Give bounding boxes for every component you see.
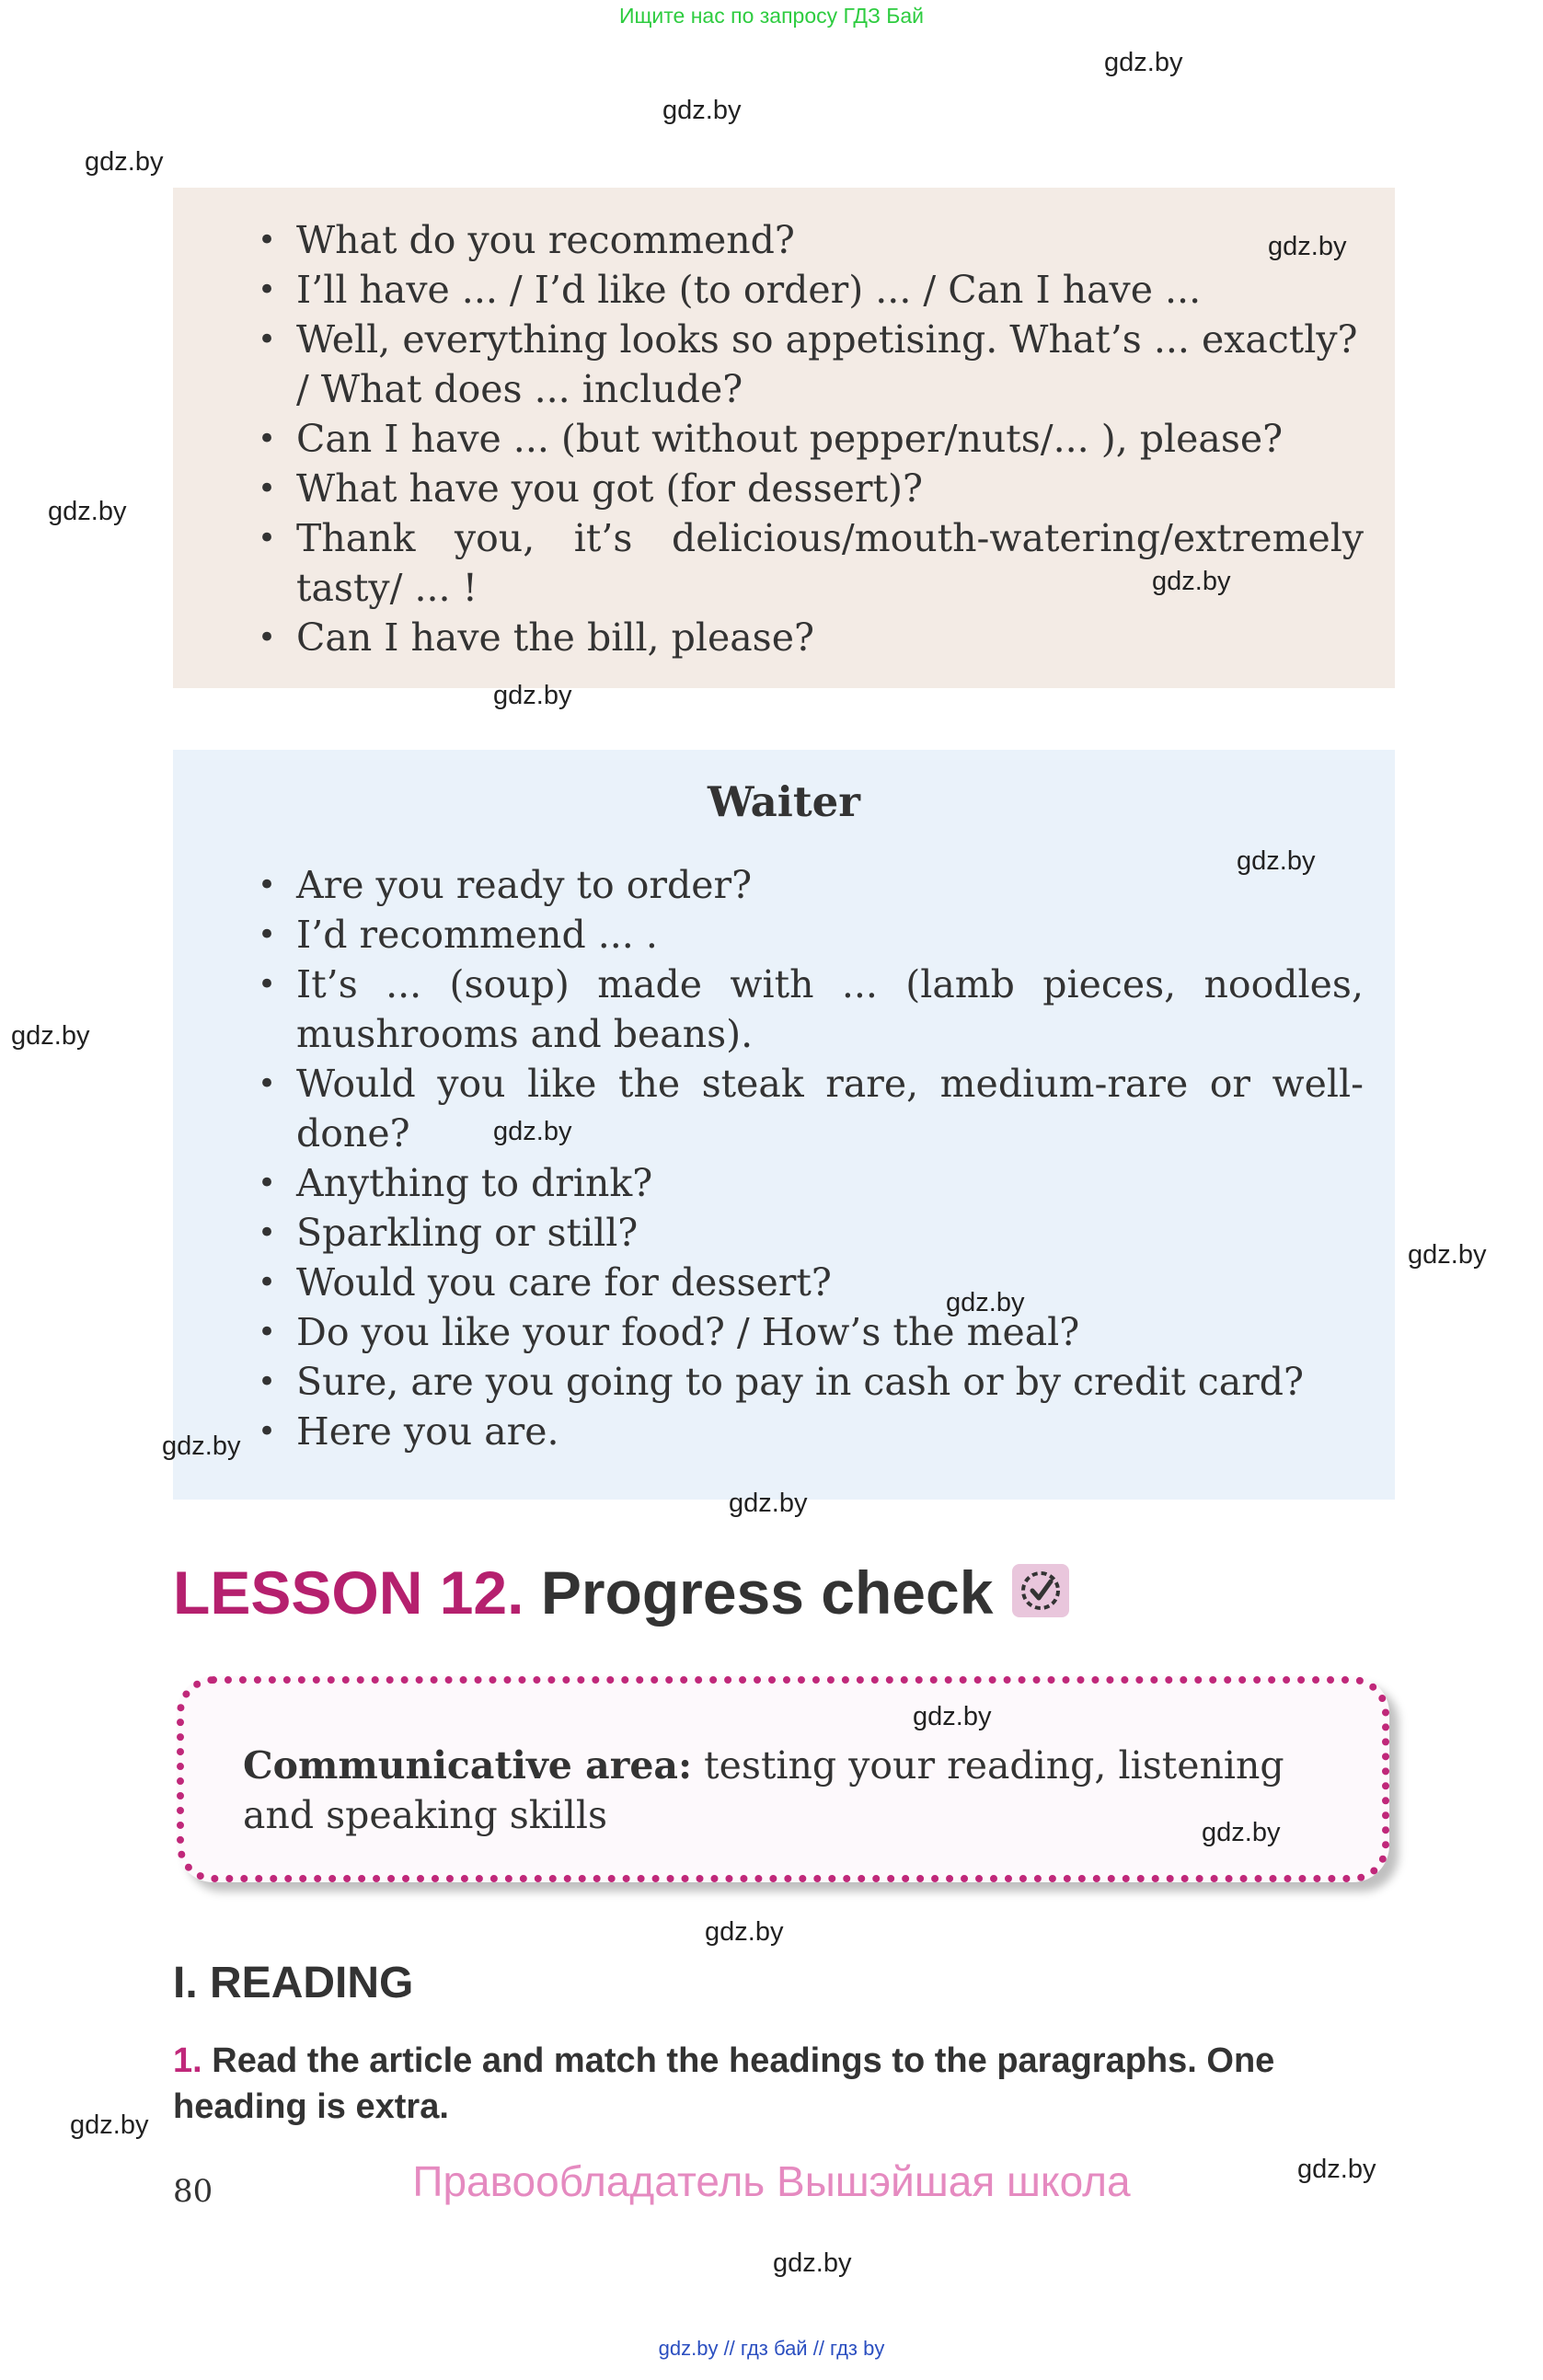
waiter-phrase: • Would you like the steak rare, medium-rare or well-done? bbox=[258, 1059, 1364, 1158]
watermark: gdz.by bbox=[493, 681, 572, 710]
watermark: gdz.by bbox=[705, 1917, 784, 1947]
copyright-notice: Правообладатель Вышэйшая школа bbox=[412, 2157, 1131, 2205]
task-instruction bbox=[173, 2038, 1395, 2130]
guest-phrase: • What have you got (for dessert)? bbox=[258, 464, 1364, 513]
guest-phrase: • Can I have ... (but without pepper/nuts/... ), please? bbox=[258, 414, 1364, 464]
waiter-phrase: • Do you like your food? / How’s the meal? bbox=[258, 1307, 1364, 1357]
waiter-phrase: • Here you are. bbox=[258, 1407, 1364, 1456]
waiter-phrase: • Sure, are you going to pay in cash or by credit card? bbox=[258, 1357, 1364, 1407]
watermark: gdz.by bbox=[1408, 1240, 1487, 1270]
watermark: gdz.by bbox=[1268, 232, 1347, 261]
guest-phrase: • Can I have the bill, please? bbox=[258, 613, 1364, 662]
guest-phrase: • I’ll have ... / I’d like (to order) ... / Can I have ... bbox=[258, 265, 1364, 315]
waiter-phrase: • Anything to drink? bbox=[258, 1158, 1364, 1208]
guest-phrases-box bbox=[173, 188, 1395, 688]
watermark: gdz.by bbox=[913, 1702, 992, 1731]
guest-phrase: • Well, everything looks so appetising. What’s ... exactly? / What does ... include? bbox=[258, 315, 1364, 414]
guest-phrase: • Thank you, it’s delicious/mouth-watering/extremely tasty/ ... ! bbox=[258, 513, 1364, 613]
waiter-phrase: • Sparkling or still? bbox=[258, 1208, 1364, 1258]
top-banner[interactable]: Ищите нас по запросу ГДЗ Бай bbox=[618, 4, 925, 28]
watermark: gdz.by bbox=[946, 1288, 1025, 1317]
waiter-heading: Waiter bbox=[707, 777, 860, 826]
guest-phrase: • What do you recommend? bbox=[258, 215, 1364, 265]
watermark: gdz.by bbox=[729, 1489, 808, 1518]
lesson-title: Progress check bbox=[540, 1558, 994, 1627]
page-number: 80 bbox=[173, 2173, 213, 2210]
watermark: gdz.by bbox=[493, 1117, 572, 1146]
task-text: Read the article and match the headings to the paragraphs. One heading is extra. bbox=[173, 2041, 1275, 2126]
watermark: gdz.by bbox=[1202, 1818, 1281, 1847]
communicative-area-label: Communicative area: bbox=[243, 1743, 693, 1788]
watermark: gdz.by bbox=[1297, 2155, 1376, 2184]
watermark: gdz.by bbox=[162, 1431, 241, 1461]
watermark: gdz.by bbox=[773, 2248, 852, 2278]
section-title: I. READING bbox=[173, 1959, 414, 2007]
watermark: gdz.by bbox=[85, 147, 164, 177]
waiter-phrase: • Would you care for dessert? bbox=[258, 1258, 1364, 1307]
watermark: gdz.by bbox=[1237, 846, 1316, 876]
watermark: gdz.by bbox=[70, 2110, 149, 2140]
lesson-heading bbox=[173, 1558, 993, 1627]
waiter-phrase-list bbox=[258, 860, 1364, 1456]
progress-check-icon bbox=[1012, 1564, 1069, 1617]
communicative-area-description: testing your reading, listening and speaking skills bbox=[243, 1743, 1284, 1837]
waiter-phrase: • It’s ... (soup) made with ... (lamb pieces, noodles, mushrooms and beans). bbox=[258, 960, 1364, 1059]
watermark: gdz.by bbox=[1152, 567, 1231, 596]
watermark: gdz.by bbox=[662, 96, 742, 125]
task-number: 1. bbox=[173, 2041, 202, 2080]
communicative-area-box bbox=[177, 1676, 1389, 1882]
watermark: gdz.by bbox=[11, 1021, 90, 1051]
waiter-phrase: • Are you ready to order? bbox=[258, 860, 1364, 910]
communicative-area-text bbox=[243, 1741, 1327, 1840]
lesson-number: LESSON 12. bbox=[173, 1558, 524, 1627]
footer-links[interactable]: gdz.by // гдз бай // гдз by bbox=[658, 2337, 885, 2360]
watermark: gdz.by bbox=[1104, 48, 1183, 77]
waiter-phrases-box bbox=[173, 750, 1395, 1500]
waiter-phrase: • I’d recommend ... . bbox=[258, 910, 1364, 960]
watermark: gdz.by bbox=[48, 497, 127, 526]
